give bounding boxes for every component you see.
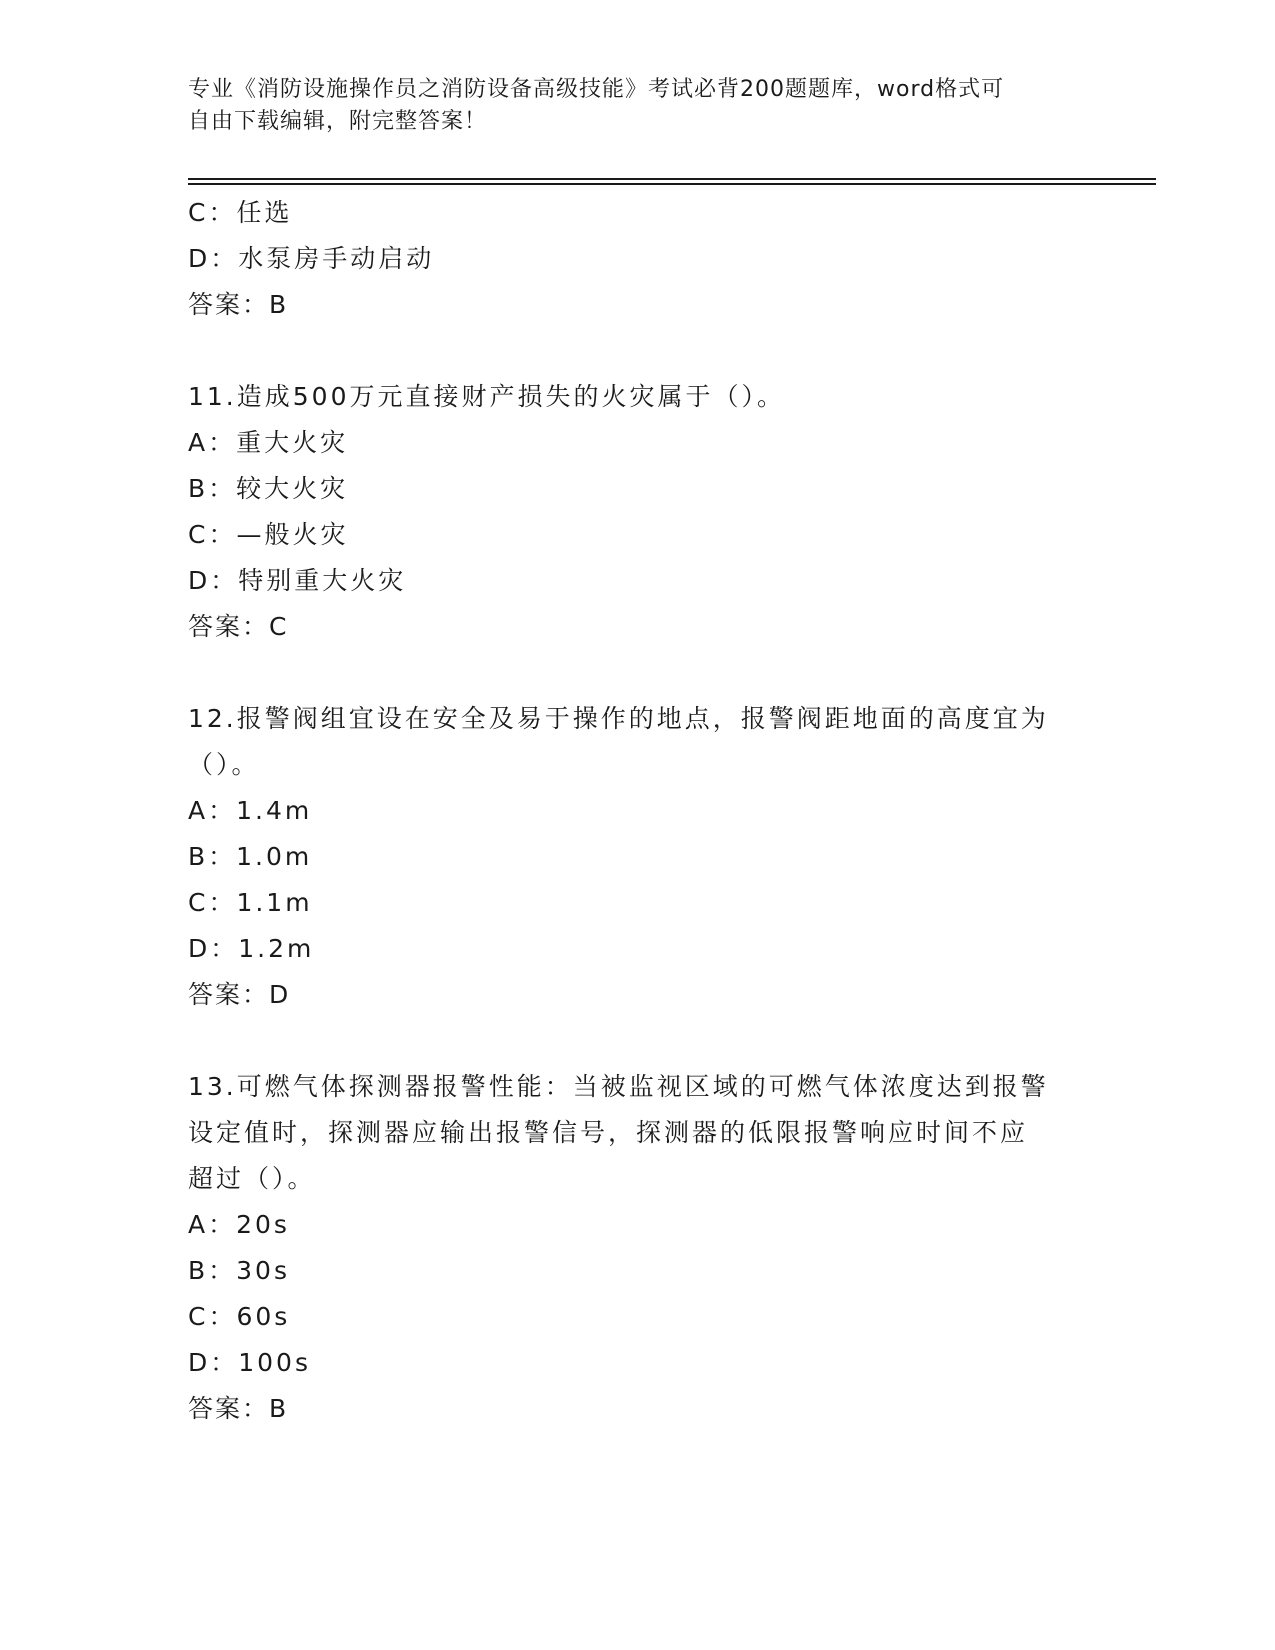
question-stem-line-1: 12.报警阀组宜设在安全及易于操作的地点，报警阀距地面的高度宜为 <box>188 704 1049 733</box>
answer-line: 答案：B <box>188 290 289 319</box>
spacer <box>188 328 1088 374</box>
question-11 <box>188 374 1088 650</box>
spacer <box>188 650 1088 696</box>
option-c: C：任选 <box>188 198 293 227</box>
option-c: C：1.1m <box>188 888 313 917</box>
option-b: B：30s <box>188 1256 290 1285</box>
option-a: A：20s <box>188 1210 290 1239</box>
answer-line: 答案：B <box>188 1394 289 1423</box>
previous-question-tail <box>188 190 1088 328</box>
option-c: C：—般火灾 <box>188 520 349 549</box>
question-stem-line-2: 设定值时，探测器应输出报警信号，探测器的低限报警响应时间不应 <box>188 1118 1029 1147</box>
question-13 <box>188 1064 1088 1432</box>
answer-line: 答案：D <box>188 980 291 1009</box>
option-a: A：1.4m <box>188 796 313 825</box>
option-a: A：重大火灾 <box>188 428 349 457</box>
header-divider-top <box>188 178 1156 180</box>
answer-line: 答案：C <box>188 612 289 641</box>
header-title-line-2: 自由下载编辑，附完整答案！ <box>188 109 488 134</box>
option-b: B：1.0m <box>188 842 313 871</box>
document-header <box>188 74 1078 138</box>
header-title-line-1: 专业《消防设施操作员之消防设备高级技能》考试必背200题题库，word格式可 <box>188 77 1005 102</box>
option-d: D：特别重大火灾 <box>188 566 407 595</box>
question-list <box>188 190 1088 1432</box>
question-stem-line-2: （）。 <box>188 750 260 779</box>
question-stem: 11.造成500万元直接财产损失的火灾属于（）。 <box>188 382 785 411</box>
option-c: C：60s <box>188 1302 291 1331</box>
option-d: D：1.2m <box>188 934 315 963</box>
question-stem-line-1: 13.可燃气体探测器报警性能：当被监视区域的可燃气体浓度达到报警 <box>188 1072 1049 1101</box>
option-d: D：水泵房手动启动 <box>188 244 435 273</box>
spacer <box>188 1018 1088 1064</box>
question-12 <box>188 696 1088 1018</box>
header-divider-bottom <box>188 183 1156 185</box>
option-b: B：较大火灾 <box>188 474 349 503</box>
question-stem-line-3: 超过（）。 <box>188 1164 316 1193</box>
option-d: D：100s <box>188 1348 311 1377</box>
